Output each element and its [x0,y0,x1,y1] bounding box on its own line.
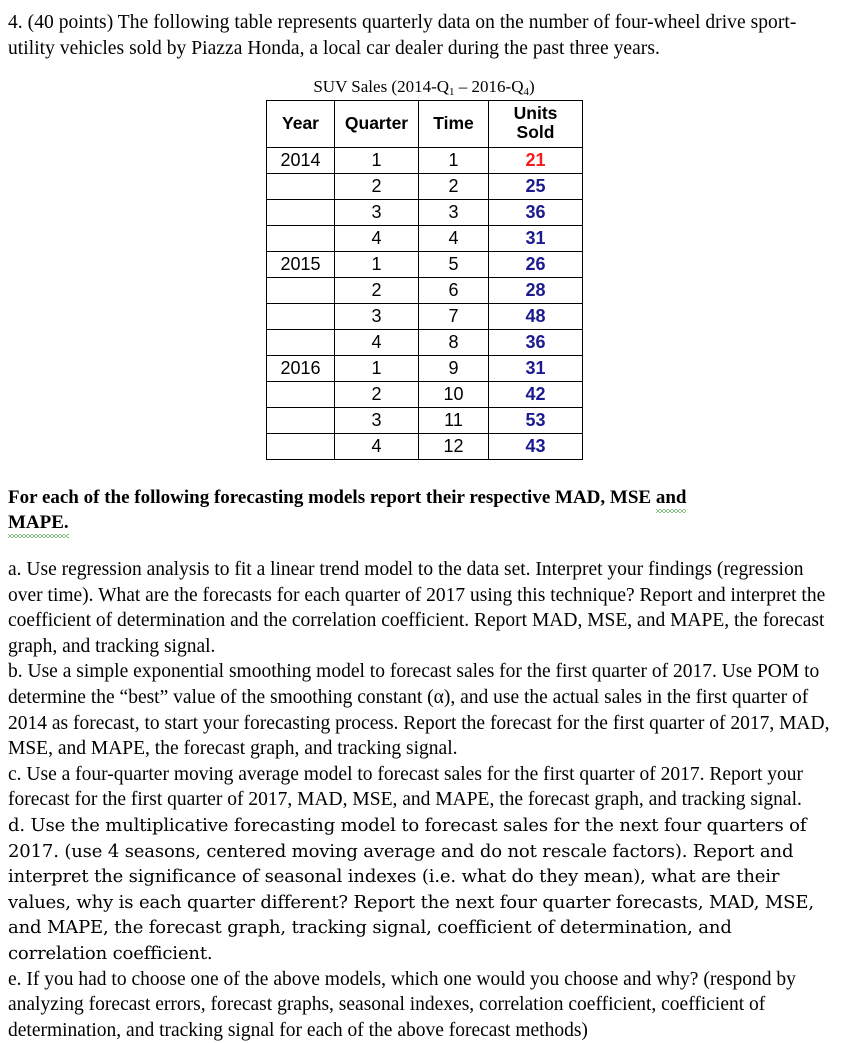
table-row [267,356,583,382]
intro-paragraph: 4. (40 points) The following table represents quarterly data on the number of four-wheel drive sport-utility vehicles sold by Piazza Honda, a local car dealer during the past three years. [8,10,832,61]
cell-time: 9 [419,356,489,382]
question-c: c. Use a four-quarter moving average model to forecast sales for the first quarter of 2017. Report your forecast for the first quarter of 2017, MAD, MSE, and MAPE, the forecast graph, and tracking signal. [8,762,832,813]
table-title-sub-1: 1 [449,86,455,98]
table-row [267,382,583,408]
table-row [267,200,583,226]
suv-sales-table [266,100,583,460]
cell-time: 7 [419,304,489,330]
table-title-middle: – 2016-Q [455,77,524,96]
cell-quarter: 1 [335,356,419,382]
cell-time: 3 [419,200,489,226]
cell-time: 1 [419,148,489,174]
cell-year: 2015 [267,252,335,278]
table-title-prefix: SUV Sales (2014-Q [313,77,449,96]
cell-year [267,200,335,226]
cell-units-sold: 28 [489,278,583,304]
table-row [267,148,583,174]
cell-units-sold: 31 [489,226,583,252]
table-row [267,278,583,304]
table-row [267,252,583,278]
cell-time: 5 [419,252,489,278]
cell-quarter: 4 [335,434,419,460]
cell-time: 10 [419,382,489,408]
cell-time: 2 [419,174,489,200]
table-row [267,174,583,200]
table-header-row [267,101,583,148]
questions-list [8,557,832,1043]
column-header-quarter: Quarter [335,101,419,148]
question-d: d. Use the multiplicative forecasting model to forecast sales for the next four quarters of 2017. (use 4 seasons, centered moving average and do not rescale factors). Report and interpret the significance of seasonal indexes (i.e. what do they mean), what are their values, why is each quarter different? Report the next four quarter forecasts, MAD, MSE, and MAPE, the forecast graph, tracking signal, coefficient of determination, and correlation coefficient. [8,813,832,967]
units-sold-line-2: Sold [517,122,555,142]
cell-units-sold: 31 [489,356,583,382]
cell-units-sold: 25 [489,174,583,200]
table-body [267,148,583,460]
table-title-sub-2: 4 [523,86,529,98]
table-row [267,226,583,252]
question-e: e. If you had to choose one of the above models, which one would you choose and why? (respond by analyzing forecast errors, forecast graphs, seasonal indexes, correlation coefficient, coefficient of determination, and tracking signal for each of the above forecast methods) [8,967,832,1043]
cell-quarter: 1 [335,252,419,278]
cell-units-sold: 36 [489,330,583,356]
cell-quarter: 2 [335,382,419,408]
cell-units-sold: 21 [489,148,583,174]
cell-year [267,174,335,200]
cell-year [267,434,335,460]
cell-quarter: 3 [335,304,419,330]
suv-table-block [266,77,582,460]
cell-units-sold: 36 [489,200,583,226]
misspelled-word-mape: MAPE. [8,510,69,535]
cell-quarter: 1 [335,148,419,174]
cell-time: 12 [419,434,489,460]
cell-time: 6 [419,278,489,304]
cell-year [267,408,335,434]
cell-units-sold: 26 [489,252,583,278]
suv-table-container [8,77,832,460]
cell-year [267,382,335,408]
cell-quarter: 3 [335,408,419,434]
cell-quarter: 4 [335,226,419,252]
table-header [267,101,583,148]
question-a: a. Use regression analysis to fit a linear trend model to the data set. Interpret your findings (regression over time). What are the forecasts for each quarter of 2017 using this technique? Report and interpret the coefficient of determination and the correlation coefficient. Report MAD, MSE, and MAPE, the forecast graph, and tracking signal. [8,557,832,659]
cell-quarter: 2 [335,278,419,304]
cell-year [267,278,335,304]
question-b: b. Use a simple exponential smoothing model to forecast sales for the first quarter of 2017. Use POM to determine the “best” value of the smoothing constant (α), and use the actual sales in the first quarter of 2014 as forecast, to start your forecasting process. Report the forecast for the first quarter of 2017, MAD, MSE, and MAPE, the forecast graph, and tracking signal. [8,659,832,761]
cell-year [267,304,335,330]
cell-quarter: 4 [335,330,419,356]
cell-quarter: 2 [335,174,419,200]
table-row [267,330,583,356]
column-header-year: Year [267,101,335,148]
table-row [267,434,583,460]
cell-units-sold: 48 [489,304,583,330]
cell-time: 8 [419,330,489,356]
instruction-text: For each of the following forecasting models report their respective MAD, MSE [8,487,656,508]
cell-year [267,330,335,356]
cell-year: 2014 [267,148,335,174]
column-header-time: Time [419,101,489,148]
table-title [266,77,582,99]
cell-year: 2016 [267,356,335,382]
units-sold-line-1: Units [514,103,558,123]
cell-units-sold: 43 [489,434,583,460]
table-row [267,408,583,434]
cell-time: 4 [419,226,489,252]
misspelled-word-and: and [656,485,687,510]
cell-year [267,226,335,252]
cell-time: 11 [419,408,489,434]
table-title-suffix: ) [529,77,535,96]
table-row [267,304,583,330]
cell-units-sold: 42 [489,382,583,408]
cell-units-sold: 53 [489,408,583,434]
column-header-units-sold [489,101,583,148]
instruction-paragraph [8,485,832,535]
cell-quarter: 3 [335,200,419,226]
